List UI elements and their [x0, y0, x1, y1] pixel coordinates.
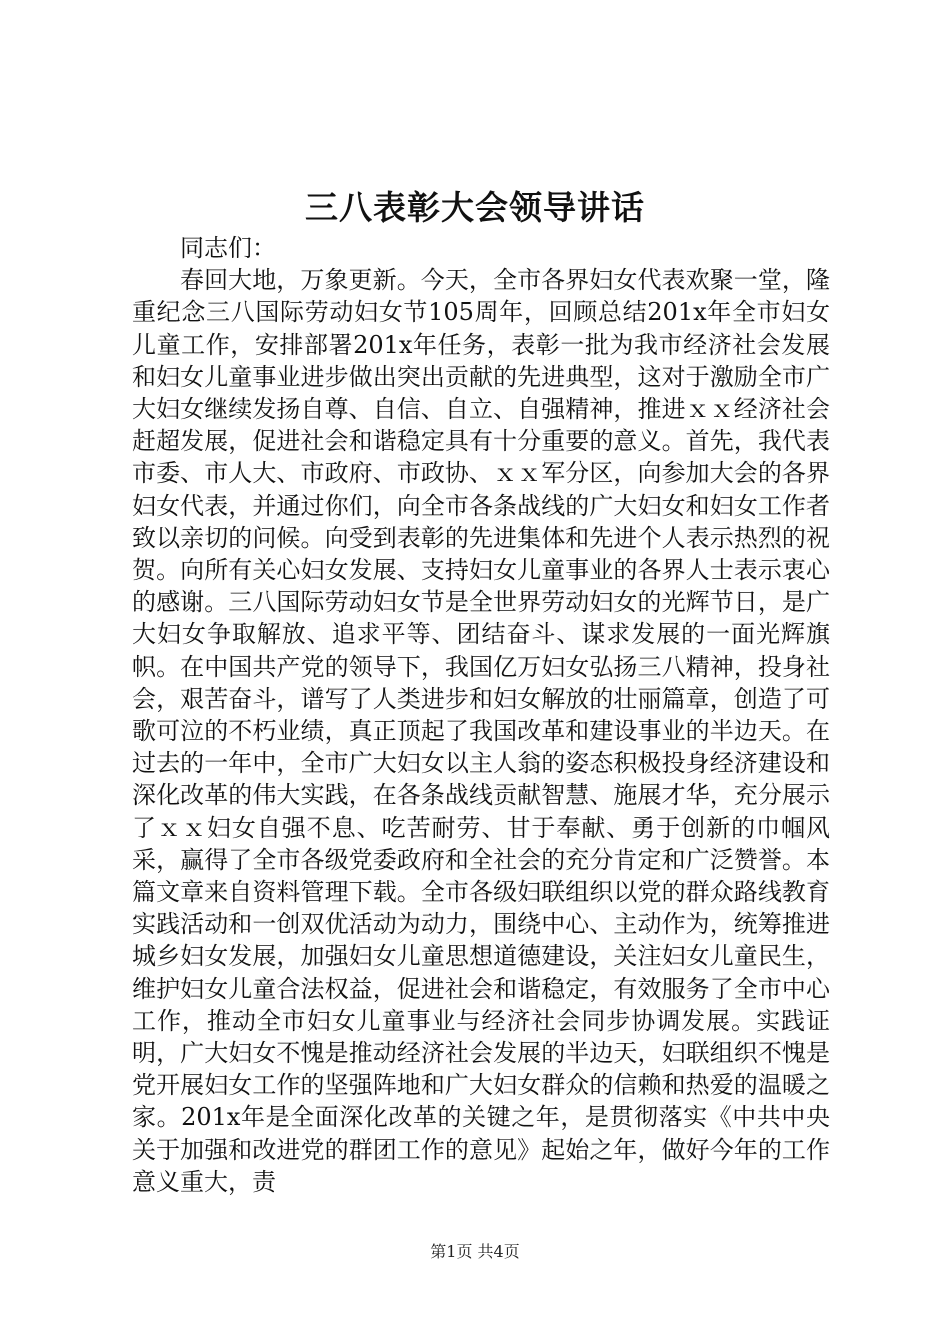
- document-title: 三八表彰大会领导讲话: [305, 188, 645, 227]
- page-footer: 第1页 共4页: [430, 1242, 520, 1261]
- document-body: [132, 232, 830, 1198]
- body-paragraph: 春回大地，万象更新。今天，全市各界妇女代表欢聚一堂，隆重纪念三八国际劳动妇女节105周年，回顾总结201x年全市妇女儿童工作，安排部署201x年任务，表彰一批为我市经济社会发展和妇女儿童事业进步做出突出贡献的先进典型，这对于激励全市广大妇女继续发扬自尊、自信、自立、自强精神，推进ｘｘ经济社会赶超发展，促进社会和谐稳定具有十分重要的意义。首先，我代表市委、市人大、市政府、市政协、ｘｘ军分区，向参加大会的各界妇女代表，并通过你们，向全市各条战线的广大妇女和妇女工作者致以亲切的问候。向受到表彰的先进集体和先进个人表示热烈的祝贺。向所有关心妇女发展、支持妇女儿童事业的各界人士表示衷心的感谢。三八国际劳动妇女节是全世界劳动妇女的光辉节日，是广大妇女争取解放、追求平等、团结奋斗、谋求发展的一面光辉旗帜。在中国共产党的领导下，我国亿万妇女弘扬三八精神，投身社会，艰苦奋斗，谱写了人类进步和妇女解放的壮丽篇章，创造了可歌可泣的不朽业绩，真正顶起了我国改革和建设事业的半边天。在过去的一年中，全市广大妇女以主人翁的姿态积极投身经济建设和深化改革的伟大实践，在各条战线贡献智慧、施展才华，充分展示了ｘｘ妇女自强不息、吃苦耐劳、甘于奉献、勇于创新的巾帼风采，赢得了全市各级党委政府和全社会的充分肯定和广泛赞誉。本篇文章来自资料管理下载。全市各级妇联组织以党的群众路线教育实践活动和一创双优活动为动力，围绕中心、主动作为，统筹推进城乡妇女发展，加强妇女儿童思想道德建设，关注妇女儿童民生，维护妇女儿童合法权益，促进社会和谐稳定，有效服务了全市中心工作，推动全市妇女儿童事业与经济社会同步协调发展。实践证明，广大妇女不愧是推动经济社会发展的半边天，妇联组织不愧是党开展妇女工作的坚强阵地和广大妇女群众的信赖和热爱的温暖之家。201x年是全面深化改革的关键之年，是贯彻落实《中共中央关于加强和改进党的群团工作的意见》起始之年，做好今年的工作意义重大，责: [132, 266, 830, 1196]
- greeting-line: 同志们：: [180, 234, 276, 262]
